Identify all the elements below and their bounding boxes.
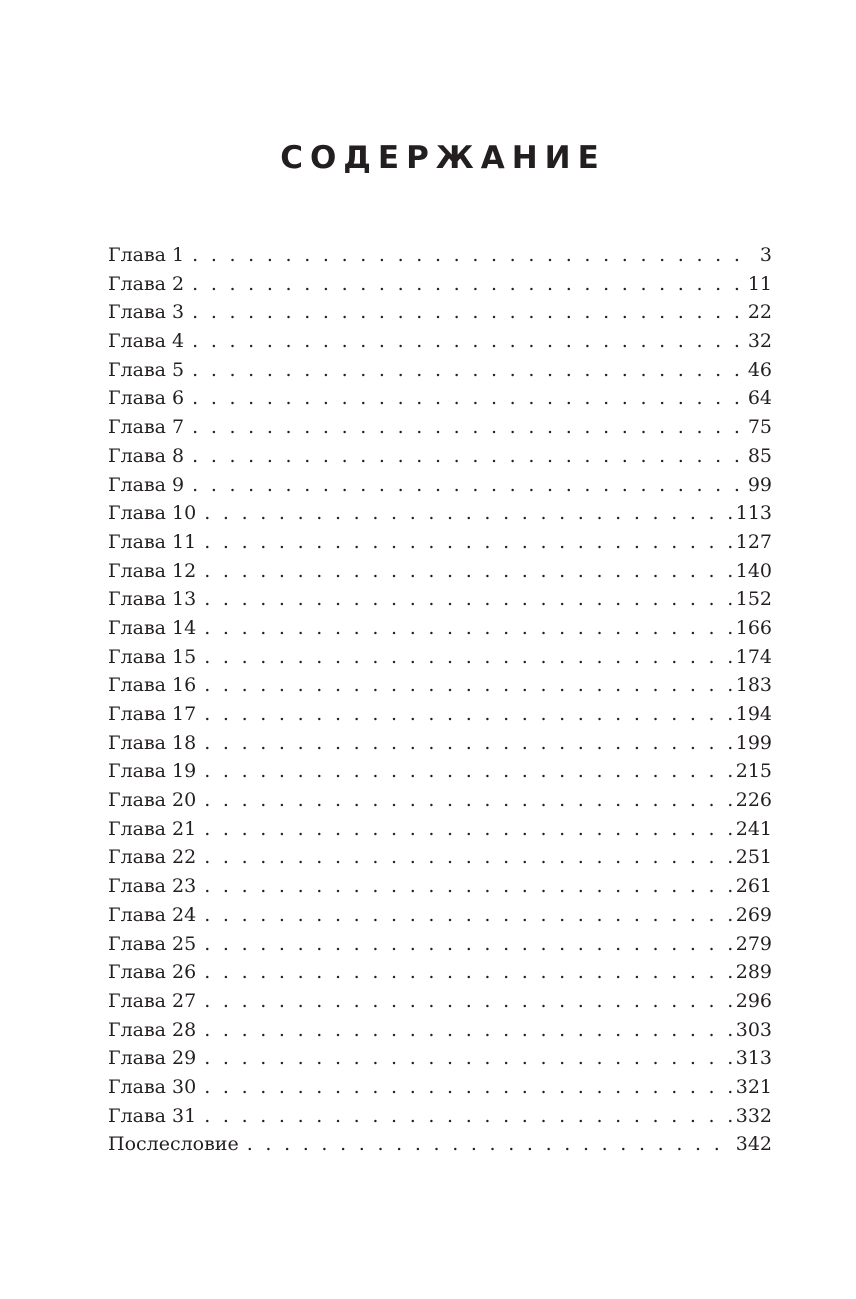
dot-leader: [204, 643, 732, 672]
dot-leader: [204, 815, 732, 844]
toc-entry: [108, 815, 772, 844]
dot-leader: [204, 585, 732, 614]
toc-entry-page-number: 11: [747, 272, 772, 295]
toc-entry: [108, 843, 772, 872]
toc-entry-label: Глава 9: [108, 473, 185, 496]
dot-leader: [204, 786, 732, 815]
toc-entry-page-number: 99: [747, 473, 772, 496]
toc-entry: [108, 757, 772, 786]
toc-entry-page-number: 75: [747, 416, 772, 439]
toc-entry: [108, 671, 772, 700]
toc-entry: [108, 1016, 772, 1045]
toc-entry: [108, 557, 772, 586]
toc-entry-page-number: 269: [735, 903, 772, 926]
toc-entry-page-number: 3: [759, 244, 772, 266]
toc-entry-page-number: 241: [735, 817, 772, 840]
dot-leader: [192, 442, 744, 471]
dot-leader: [192, 298, 744, 327]
toc-entry-label: Глава 6: [108, 387, 185, 410]
toc-entry-page-number: 303: [735, 1018, 772, 1041]
toc-entry-page-number: 32: [747, 330, 772, 353]
dot-leader: [192, 413, 744, 442]
dot-leader: [204, 958, 732, 987]
toc-entry-page-number: 85: [747, 444, 772, 467]
toc-entry-label: Глава 29: [108, 1047, 197, 1070]
toc-entry-label: Глава 18: [108, 731, 197, 754]
toc-entry-label: Глава 31: [108, 1104, 197, 1127]
dot-leader: [204, 671, 732, 700]
toc-entry-page-number: 194: [735, 703, 772, 725]
toc-entry-page-number: 215: [735, 760, 772, 783]
toc-entry-page-number: 127: [735, 530, 772, 553]
dot-leader: [192, 471, 744, 500]
toc-entry: [108, 700, 772, 729]
toc-entry-label: Послесловие: [108, 1133, 239, 1156]
toc-entry-label: Глава 5: [108, 358, 185, 381]
toc-entry-label: Глава 21: [108, 817, 197, 840]
toc-entry-page-number: 166: [735, 616, 772, 639]
toc-entry: [108, 356, 772, 385]
toc-entry: [108, 327, 772, 356]
toc-entry-page-number: 226: [735, 789, 772, 812]
toc-entry-page-number: 251: [735, 846, 772, 869]
toc-entry: [108, 384, 772, 413]
toc-entry-label: Глава 13: [108, 588, 197, 611]
toc-entry-label: Глава 7: [108, 416, 185, 439]
toc-entry-label: Глава 25: [108, 932, 197, 955]
toc-entry-page-number: 140: [735, 559, 772, 582]
toc-entry-label: Глава 4: [108, 330, 185, 353]
dot-leader: [192, 327, 744, 356]
toc-entry: [108, 643, 772, 672]
toc-entry: [108, 958, 772, 987]
dot-leader: [204, 1016, 732, 1045]
toc-entry-page-number: 199: [735, 731, 772, 754]
dot-leader: [204, 729, 732, 758]
toc-entry-label: Глава 15: [108, 645, 197, 668]
toc-entry: [108, 1073, 772, 1102]
dot-leader: [192, 270, 744, 299]
toc-entry-label: Глава 24: [108, 903, 197, 926]
toc-entry: [108, 413, 772, 442]
toc-entry-label: Глава 8: [108, 444, 185, 467]
toc-entry: [108, 930, 772, 959]
toc-entry-label: Глава 27: [108, 989, 197, 1012]
toc-entry-page-number: 279: [735, 932, 772, 955]
page-title: СОДЕРЖАНИЕ: [280, 140, 606, 176]
toc-entry-label: Глава 11: [108, 530, 197, 553]
toc-entry: [108, 241, 772, 270]
toc-entry-page-number: 261: [735, 875, 772, 898]
dot-leader: [192, 241, 754, 270]
dot-leader: [204, 872, 732, 901]
toc-entry: [108, 471, 772, 500]
toc-entry: [108, 298, 772, 327]
toc-entry-page-number: 289: [735, 961, 772, 984]
toc-entry: [108, 987, 772, 1016]
toc-entry-page-number: 342: [735, 1133, 772, 1156]
dot-leader: [204, 930, 732, 959]
toc-entry-page-number: 174: [735, 645, 772, 668]
toc-entry-page-number: 113: [735, 502, 772, 525]
toc-entry: [108, 1044, 772, 1073]
dot-leader: [192, 356, 744, 385]
toc-entry-label: Глава 28: [108, 1018, 197, 1041]
toc-entry: [108, 1130, 772, 1159]
toc-entry-label: Глава 23: [108, 875, 197, 898]
dot-leader: [204, 557, 732, 586]
toc-entry-label: Глава 3: [108, 301, 185, 324]
toc-entry-page-number: 22: [747, 301, 772, 324]
toc-entry: [108, 901, 772, 930]
toc-entry-label: Глава 22: [108, 846, 197, 869]
toc-entry-label: Глава 20: [108, 789, 197, 812]
dot-leader: [204, 528, 732, 557]
toc-entry-page-number: 313: [735, 1047, 772, 1070]
toc-entry: [108, 614, 772, 643]
toc-entry-label: Глава 17: [108, 703, 197, 725]
toc-entry-page-number: 183: [735, 674, 772, 697]
toc-entry-page-number: 46: [747, 358, 772, 381]
toc-entry-label: Глава 10: [108, 502, 197, 525]
toc-entry: [108, 270, 772, 299]
dot-leader: [204, 757, 732, 786]
dot-leader: [204, 1102, 732, 1131]
toc-entry-label: Глава 2: [108, 272, 185, 295]
dot-leader: [204, 901, 732, 930]
toc-entry-page-number: 321: [735, 1075, 772, 1098]
toc-entry-label: Глава 1: [108, 244, 185, 266]
toc-entry-label: Глава 19: [108, 760, 197, 783]
dot-leader: [204, 1073, 732, 1102]
dot-leader: [204, 499, 732, 528]
toc-entry-label: Глава 16: [108, 674, 197, 697]
toc-entry-page-number: 296: [735, 989, 772, 1012]
toc-entry: [108, 1102, 772, 1131]
toc-entry: [108, 729, 772, 758]
dot-leader: [204, 987, 732, 1016]
toc-entry-label: Глава 30: [108, 1075, 197, 1098]
toc-entry: [108, 786, 772, 815]
toc-entry: [108, 499, 772, 528]
toc-entry: [108, 442, 772, 471]
toc-entry-label: Глава 14: [108, 616, 197, 639]
toc-entry: [108, 528, 772, 557]
dot-leader: [192, 384, 744, 413]
dot-leader: [204, 1044, 732, 1073]
dot-leader: [204, 843, 732, 872]
table-of-contents: [108, 241, 772, 1159]
dot-leader: [247, 1130, 732, 1159]
toc-entry: [108, 872, 772, 901]
toc-entry-page-number: 332: [735, 1104, 772, 1127]
toc-entry-page-number: 64: [747, 387, 772, 410]
dot-leader: [204, 700, 732, 729]
toc-entry-page-number: 152: [735, 588, 772, 611]
dot-leader: [204, 614, 732, 643]
toc-entry-label: Глава 26: [108, 961, 197, 984]
toc-entry-label: Глава 12: [108, 559, 197, 582]
toc-entry: [108, 585, 772, 614]
